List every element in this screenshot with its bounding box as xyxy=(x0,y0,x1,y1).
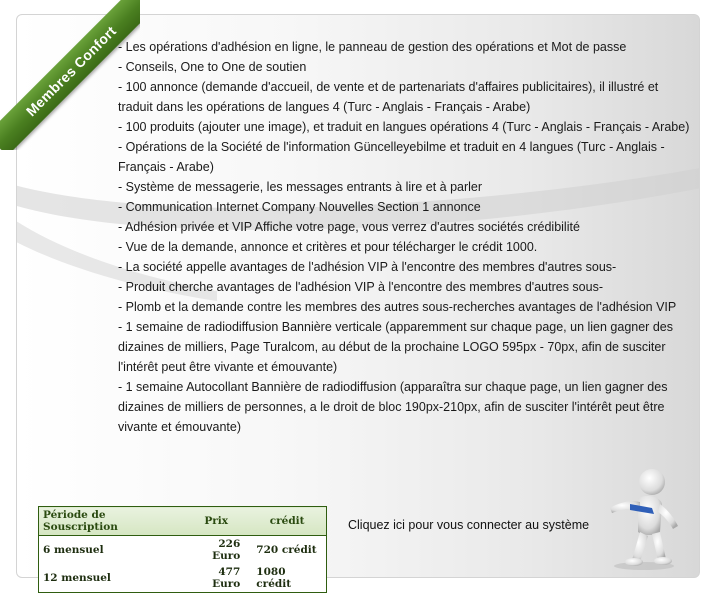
feature-item: - Conseils, One to One de soutien xyxy=(118,60,307,74)
feature-item: - Vue de la demande, annonce et critères et pour télécharger le crédit 1000. xyxy=(118,240,538,254)
feature-list xyxy=(118,37,690,437)
row-price: 226 Euro xyxy=(184,536,248,565)
feature-item: - 100 annonce (demande d'accueil, de vente et de partenariats d'affaires publicitaires), il illustré et traduit dans les opérations de langues 4 (Turc - Anglais - Français - Arabe) xyxy=(118,80,659,114)
membership-ribbon: Membres Confort xyxy=(0,0,140,150)
header-credit: crédit xyxy=(248,507,326,536)
feature-item: - Produit cherche avantages de l'adhésion VIP à l'encontre des membres d'autres sous- xyxy=(118,280,603,294)
header-period: Période de Souscription xyxy=(39,507,185,536)
row-period: 6 mensuel xyxy=(39,536,185,565)
table-row xyxy=(39,564,327,593)
table-row xyxy=(39,536,327,565)
row-credit: 1080 crédit xyxy=(248,564,326,593)
row-price: 477 Euro xyxy=(184,564,248,593)
feature-item: - 100 produits (ajouter une image), et traduit en langues opérations 4 (Turc - Anglais - Français - Arabe) xyxy=(118,120,690,134)
subscription-table xyxy=(38,506,327,593)
row-period: 12 mensuel xyxy=(39,564,185,593)
feature-item: - Les opérations d'adhésion en ligne, le panneau de gestion des opérations et Mot de passe xyxy=(118,40,627,54)
feature-item: - Système de messagerie, les messages entrants à lire et à parler xyxy=(118,180,483,194)
row-credit: 720 crédit xyxy=(248,536,326,565)
subscription-header-row xyxy=(39,507,327,536)
presenter-figure-icon xyxy=(600,462,690,572)
feature-item: - Communication Internet Company Nouvelles Section 1 annonce xyxy=(118,200,481,214)
feature-item: - 1 semaine de radiodiffusion Bannière verticale (apparemment sur chaque page, un lien gagner des dizaines de milliers, Page Turalcom, au début de la prochaine LOGO 595px - 70px, afin de susciter l'intérêt peut être vivante et émouvante) xyxy=(118,320,673,374)
feature-item: - Opérations de la Société de l'information Güncelleyebilme et traduit en 4 langues (Turc - Anglais - Français - Arabe) xyxy=(118,140,665,174)
feature-item: - Adhésion privée et VIP Affiche votre page, vous verrez d'autres sociétés crédibilité xyxy=(118,220,580,234)
header-price: Prix xyxy=(184,507,248,536)
login-link[interactable]: Cliquez ici pour vous connecter au système xyxy=(348,518,590,532)
feature-item: - Plomb et la demande contre les membres des autres sous-recherches avantages de l'adhésion VIP xyxy=(118,300,677,314)
feature-item: - 1 semaine Autocollant Bannière de radiodiffusion (apparaîtra sur chaque page, un lien gagner des dizaines de milliers de personnes, a le droit de bloc 190px-210px, afin de susciter l'intérêt peut être vivante et émouvante) xyxy=(118,380,668,434)
feature-item: - La société appelle avantages de l'adhésion VIP à l'encontre des membres d'autres sous- xyxy=(118,260,617,274)
